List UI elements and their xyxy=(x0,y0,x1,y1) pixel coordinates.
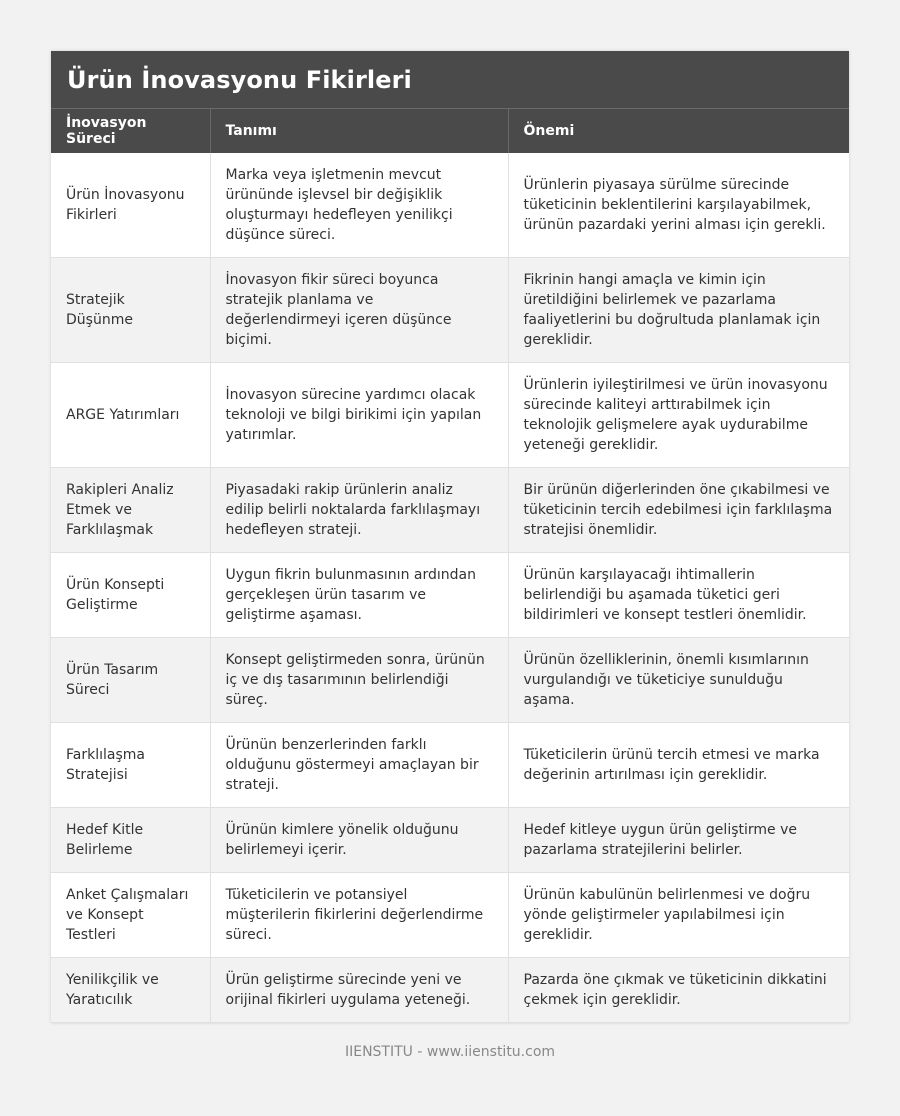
definition-cell: Ürün geliştirme sürecinde yeni ve orijinal fikirleri uygulama yeteneği. xyxy=(210,958,508,1023)
table-row xyxy=(51,553,849,638)
importance-cell: Ürünlerin iyileştirilmesi ve ürün inovasyonu sürecinde kaliteyi arttırabilmek için teknolojik gelişmelere ayak uydurabilme yeteneği gereklidir. xyxy=(508,363,849,468)
definition-cell: Tüketicilerin ve potansiyel müşterilerin fikirlerini değerlendirme süreci. xyxy=(210,873,508,958)
importance-cell: Hedef kitleye uygun ürün geliştirme ve pazarlama stratejilerini belirler. xyxy=(508,808,849,873)
table-title: Ürün İnovasyonu Fikirleri xyxy=(67,65,412,94)
definition-cell: Uygun fikrin bulunmasının ardından gerçekleşen ürün tasarım ve geliştirme aşaması. xyxy=(210,553,508,638)
table-row xyxy=(51,153,849,258)
process-cell: ARGE Yatırımları xyxy=(51,363,210,468)
process-cell: Anket Çalışmaları ve Konsept Testleri xyxy=(51,873,210,958)
definition-cell: Ürünün benzerlerinden farklı olduğunu göstermeyi amaçlayan bir strateji. xyxy=(210,723,508,808)
process-cell: Ürün İnovasyonu Fikirleri xyxy=(51,153,210,258)
table-row xyxy=(51,873,849,958)
importance-cell: Fikrinin hangi amaçla ve kimin için üretildiğini belirlemek ve pazarlama faaliyetlerini bu doğrultuda planlamak için gereklidir. xyxy=(508,258,849,363)
table-row xyxy=(51,363,849,468)
footer-credit: IIENSTITU - www.iienstitu.com xyxy=(344,1044,556,1060)
column-header-definition: Tanımı xyxy=(210,109,508,153)
table-row xyxy=(51,638,849,723)
column-header-importance: Önemi xyxy=(508,109,849,153)
importance-cell: Ürünün özelliklerinin, önemli kısımlarının vurgulandığı ve tüketiciye sunulduğu aşama. xyxy=(508,638,849,723)
importance-cell: Ürünün kabulünün belirlenmesi ve doğru yönde geliştirmeler yapılabilmesi için gereklidir. xyxy=(508,873,849,958)
process-cell: Hedef Kitle Belirleme xyxy=(51,808,210,873)
definition-cell: Konsept geliştirmeden sonra, ürünün iç ve dış tasarımının belirlendiği süreç. xyxy=(210,638,508,723)
definition-cell: İnovasyon sürecine yardımcı olacak teknoloji ve bilgi birikimi için yapılan yatırımlar. xyxy=(210,363,508,468)
process-cell: Stratejik Düşünme xyxy=(51,258,210,363)
table-row xyxy=(51,258,849,363)
definition-cell: İnovasyon fikir süreci boyunca stratejik planlama ve değerlendirmeyi içeren düşünce biçimi. xyxy=(210,258,508,363)
process-cell: Ürün Tasarım Süreci xyxy=(51,638,210,723)
innovation-table xyxy=(51,108,849,1023)
table-row xyxy=(51,808,849,873)
importance-cell: Ürünlerin piyasaya sürülme sürecinde tüketicinin beklentilerini karşılayabilmek, ürünün pazardaki yerini alması için gerekli. xyxy=(508,153,849,258)
definition-cell: Ürünün kimlere yönelik olduğunu belirlemeyi içerir. xyxy=(210,808,508,873)
table-row xyxy=(51,958,849,1023)
table-card xyxy=(51,51,849,1023)
definition-cell: Marka veya işletmenin mevcut ürününde işlevsel bir değişiklik oluşturmayı hedefleyen yenilikçi düşünce süreci. xyxy=(210,153,508,258)
definition-cell: Piyasadaki rakip ürünlerin analiz edilip belirli noktalarda farklılaşmayı hedefleyen strateji. xyxy=(210,468,508,553)
importance-cell: Tüketicilerin ürünü tercih etmesi ve marka değerinin artırılması için gereklidir. xyxy=(508,723,849,808)
title-bar xyxy=(51,51,849,108)
importance-cell: Bir ürünün diğerlerinden öne çıkabilmesi ve tüketicinin tercih edebilmesi için farklılaşma stratejisi önemlidir. xyxy=(508,468,849,553)
table-row xyxy=(51,723,849,808)
importance-cell: Ürünün karşılayacağı ihtimallerin belirlendiği bu aşamada tüketici geri bildirimleri ve konsept testleri önemlidir. xyxy=(508,553,849,638)
process-cell: Ürün Konsepti Geliştirme xyxy=(51,553,210,638)
process-cell: Yenilikçilik ve Yaratıcılık xyxy=(51,958,210,1023)
column-header-process: İnovasyon Süreci xyxy=(51,109,210,153)
process-cell: Rakipleri Analiz Etmek ve Farklılaşmak xyxy=(51,468,210,553)
table-row xyxy=(51,468,849,553)
importance-cell: Pazarda öne çıkmak ve tüketicinin dikkatini çekmek için gereklidir. xyxy=(508,958,849,1023)
process-cell: Farklılaşma Stratejisi xyxy=(51,723,210,808)
header-row xyxy=(51,109,849,153)
